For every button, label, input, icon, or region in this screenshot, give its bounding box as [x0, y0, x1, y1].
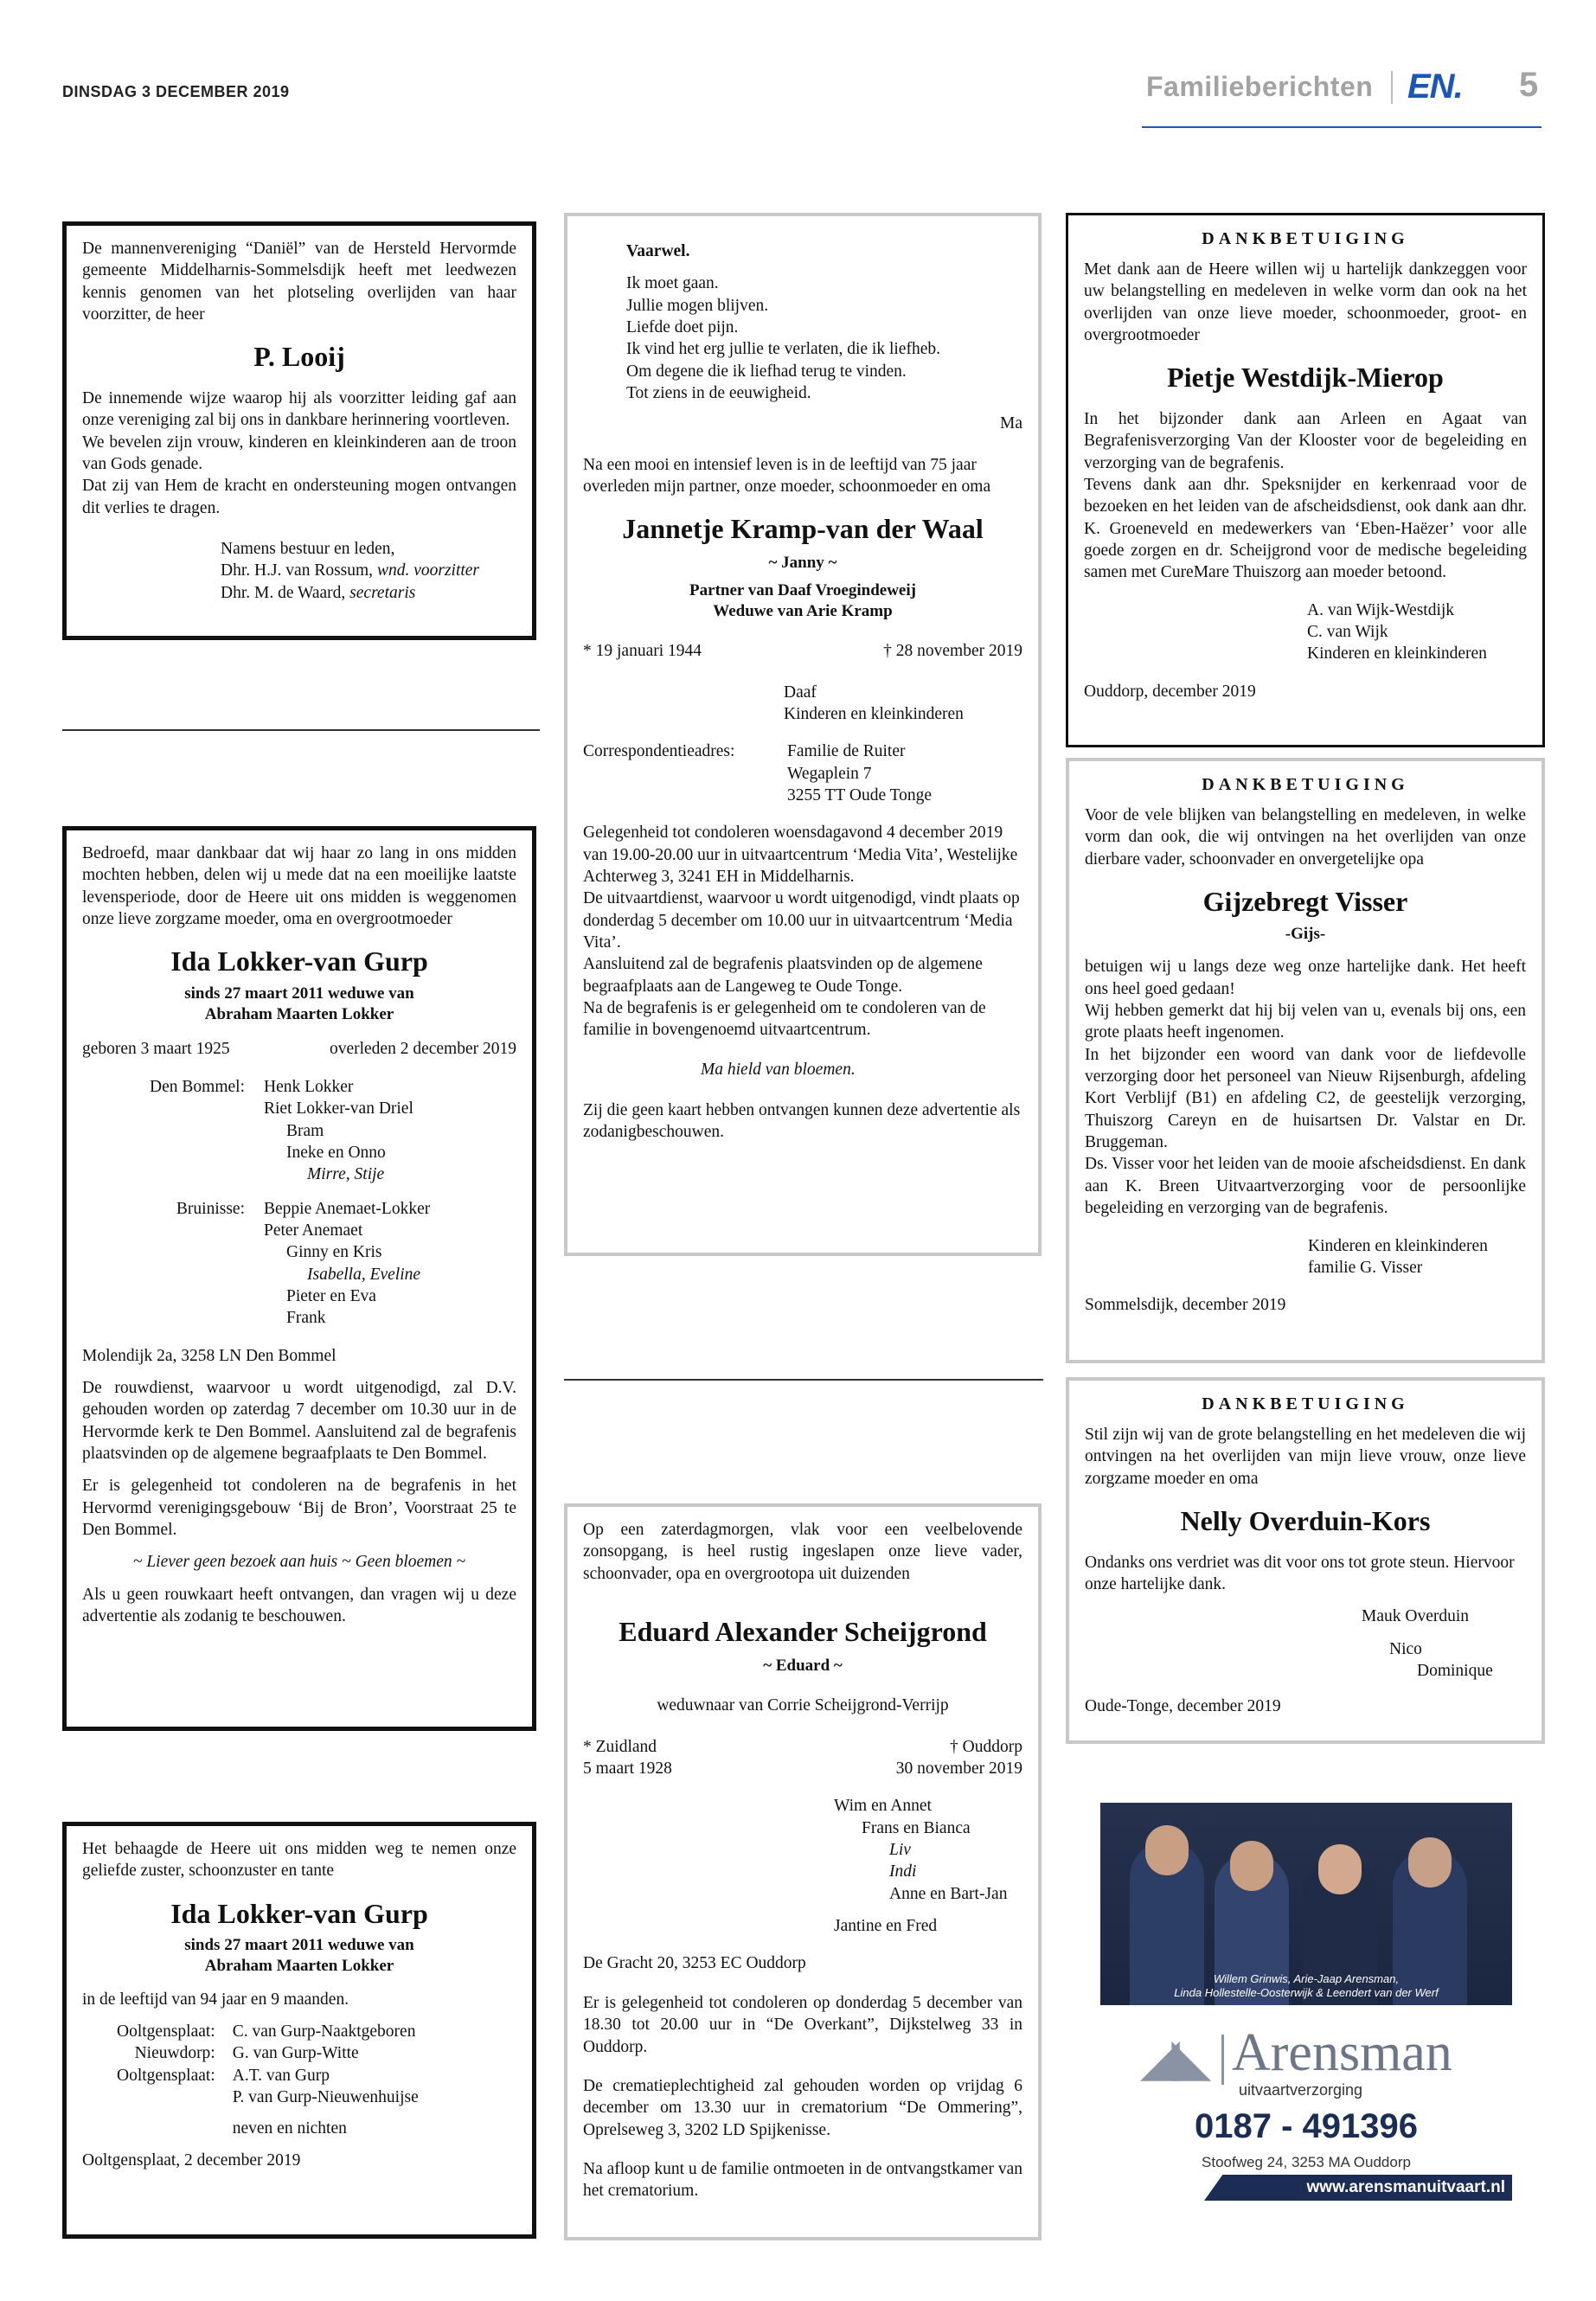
signatory-name: Dhr. M. de Waard,: [221, 583, 346, 602]
notice-scheijgrond: [564, 1503, 1042, 2240]
thanks-heading: DANKBETUIGING: [1202, 229, 1409, 248]
family-member: Bram: [286, 1121, 324, 1140]
family-member: Frans en Bianca: [862, 1818, 971, 1837]
notice-footer: Ooltgensplaat, 2 december 2019: [82, 2150, 301, 2170]
family-member: Henk Lokker: [264, 1077, 354, 1096]
notice-intro: Met dank aan de Heere willen wij u hartelijk dankzeggen voor uw belangstelling en medeleven in welke vorm dan ook na het overlijden van onze lieve moeder, schoonmoeder, groot- en overgrootmoeder: [1084, 260, 1527, 345]
family-member: Ginny en Kris: [286, 1243, 382, 1262]
deceased-name: Gijzebregt Visser: [1202, 886, 1408, 918]
family-members: [264, 1198, 430, 1330]
arensman-ad[interactable]: [1100, 1803, 1512, 2201]
relative-name: neven en nichten: [232, 2118, 347, 2138]
person-face: [1230, 1841, 1273, 1891]
condolence-info: Er is gelegenheid tot condoleren na de begrafenis in het Hervormd verenigingsgebouw ‘Bij de Bron’, Voorstraat 25 te Den Bommel.: [82, 1477, 516, 1539]
family-member: Anne en Bart-Jan: [889, 1884, 1008, 1903]
arensman-logo-icon: ◢◣: [1142, 2030, 1203, 2085]
address-label: Correspondentieadres:: [583, 742, 735, 761]
notice-body: Ds. Visser voor het leiden van de mooie afscheidsdienst. En dank aan K. Breen Uitvaartverzorging voor de persoonlijke begeleiding en verzorging van de begrafenis.: [1085, 1155, 1526, 1218]
birth-date: 5 maart 1928: [583, 1759, 672, 1779]
birth-block: [583, 1736, 672, 1780]
home-address: Molendijk 2a, 3258 LN Den Bommel: [82, 1346, 337, 1365]
ad-address: Stoofweg 24, 3253 MA Ouddorp: [1202, 2154, 1411, 2170]
poem-line: Ik vind het erg jullie te verlaten, die ik liefheb.: [626, 340, 940, 359]
column-divider: [564, 1379, 1043, 1381]
signatory-role: secretaris: [349, 583, 416, 602]
age-line: in de leeftijd van 94 jaar en 9 maanden.: [82, 1990, 349, 2009]
family-member: Jantine en Fred: [834, 1917, 938, 1936]
poem-title: Vaarwel.: [626, 242, 690, 260]
family-place: Den Bommel:: [150, 1077, 245, 1096]
signature-line: Namens bestuur en leden,: [221, 540, 395, 559]
family-member: Ineke en Onno: [286, 1143, 386, 1162]
relative-place: Ooltgensplaat:: [117, 2066, 215, 2085]
after-info: Na afloop kunt u de familie ontmoeten in de ontvangstkamer van het crematorium.: [583, 2159, 1022, 2201]
birth-date: geboren 3 maart 1925: [82, 1040, 230, 1059]
family-place: Bruinisse:: [176, 1199, 245, 1218]
notice-body: Wij hebben gemerkt dat hij bij velen van u, evenals bij ons, een grote plaats heeft ingenomen.: [1085, 1002, 1526, 1042]
signature-line: C. van Wijk: [1307, 623, 1388, 642]
partner-line: Partner van Daaf Vroegindeweij: [689, 580, 916, 599]
notice-footer: Ouddorp, december 2019: [1084, 682, 1256, 701]
cremation-info: De crematieplechtigheid zal gehouden worden op vrijdag 6 december om 13.30 uur in crematorium “De Ommering”, Oprelseweg 3, 3202 LD Spijkenisse.: [583, 2076, 1022, 2139]
signature-line: familie G. Visser: [1308, 1258, 1423, 1277]
relative-name: G. van Gurp-Witte: [232, 2044, 359, 2063]
card-note: Zij die geen kaart hebben ontvangen kunnen deze advertentie als zodanigbeschouwen.: [583, 1101, 1021, 1142]
notice-body: Dat zij van Hem de kracht en ondersteuning mogen ontvangen dit verlies te dragen.: [82, 477, 516, 517]
column-divider: [62, 729, 540, 731]
family-members: [264, 1076, 413, 1186]
relatives-list: [82, 2021, 516, 2139]
poem: [583, 240, 1022, 435]
signature-line: Dominique: [1417, 1662, 1493, 1680]
deceased-name: Pietje Westdijk-Mierop: [1167, 362, 1444, 394]
notice-intro: De mannenvereniging “Daniël” van de Hersteld Hervormde gemeente Middelharnis-Sommelsdijk heeft met leedwezen kennis genomen van het plotseling overlijden van haar voorzitter, de heer: [82, 240, 516, 324]
notice-looij: [62, 221, 536, 640]
signature-block: [1084, 599, 1527, 665]
birth-date: * 19 januari 1944: [583, 642, 702, 661]
nickname: ~ Eduard ~: [763, 1656, 843, 1675]
poem-line: Tot ziens in de eeuwigheid.: [626, 384, 811, 403]
poem-line: Om degene die ik liefhad terug te vinden.: [626, 362, 907, 381]
condolence-info: Er is gelegenheid tot condoleren op donderdag 5 december van 18.30 tot 20.00 uur in “De Overkant”, Dijkstelweg 33 in Ouddorp.: [583, 1993, 1022, 2056]
header-rule: [1142, 126, 1542, 128]
poem-line: Liefde doet pijn.: [626, 318, 739, 337]
home-address: De Gracht 20, 3253 EC Ouddorp: [583, 1954, 806, 1973]
notice-body: In het bijzonder dank aan Arleen en Agaat van Begrafenisverzorging Van der Klooster voor de begeleiding en verzorging van de begrafenis.: [1084, 409, 1527, 472]
notice-lokker-family: [62, 826, 536, 1731]
signatory-role: wnd. voorzitter: [376, 561, 480, 580]
notice-body: De innemende wijze waarop hij als voorzitter leiding gaf aan onze vereniging zal bij ons in dankbare herinnering voortleven.: [82, 388, 516, 430]
signature-line: [221, 560, 516, 581]
nickname: ~ Janny ~: [768, 554, 837, 573]
address-lines: [787, 740, 932, 806]
burial-info: Aansluitend zal de begrafenis plaatsvinden op de algemene begraafplaats aan de Langeweg te Oude Tonge.: [583, 955, 983, 996]
dates-row: [583, 1736, 1022, 1780]
relative-name: P. van Gurp-Nieuwenhuijse: [232, 2088, 419, 2107]
dates-row: [82, 1038, 516, 1060]
notice-intro: Na een mooi en intensief leven is in de leeftijd van 75 jaar overleden mijn partner, onze moeder, schoonmoeder en oma: [583, 455, 991, 497]
card-note: Als u geen rouwkaart heeft ontvangen, dan vragen wij u deze advertentie als zodanig te beschouwen.: [82, 1585, 516, 1626]
family-members: [583, 1795, 1022, 1937]
nickname: -Gijs-: [1285, 924, 1326, 943]
notice-intro: Op een zaterdagmorgen, vlak voor een veelbelovende zonsopgang, is heel rustig ingeslapen onze lieve vader, schoonvader, opa en overgrootopa uit duizenden: [583, 1521, 1022, 1583]
signature-block: [82, 538, 516, 604]
death-block: [896, 1736, 1022, 1780]
signature-line: Nico: [1389, 1639, 1422, 1658]
notice-kramp: [564, 213, 1042, 1256]
notice-overduin: [1066, 1377, 1545, 1744]
family-member: Pieter en Eva: [286, 1286, 376, 1305]
widow-line: Weduwe van Arie Kramp: [713, 601, 893, 620]
team-photo: [1100, 1803, 1512, 2005]
relative-place: Ooltgensplaat:: [117, 2022, 215, 2041]
relative-place: Nieuwdorp:: [134, 2044, 215, 2063]
family-member: Peter Anemaet: [264, 1221, 363, 1240]
death-place: † Ouddorp: [950, 1737, 1022, 1756]
family-member: Riet Lokker-van Driel: [264, 1099, 413, 1118]
logo-divider: [1221, 2035, 1224, 2085]
signatory-name: Dhr. H.J. van Rossum,: [221, 561, 374, 580]
brand-tagline: uitvaartverzorging: [1239, 2081, 1363, 2099]
widower-line: weduwnaar van Corrie Scheijgrond-Verrijp: [657, 1696, 949, 1715]
condolence-info: Gelegenheid tot condoleren woensdagavond 4 december 2019 van 19.00-20.00 uur in uitvaartcentrum ‘Media Vita’, Westelijke Achterweg 3, 3241 EH in Middelharnis.: [583, 824, 1018, 887]
notice-lokker-siblings: [62, 1822, 536, 2239]
notice-footer: Sommelsdijk, december 2019: [1085, 1296, 1286, 1315]
person-face: [1318, 1844, 1362, 1894]
notice-body: We bevelen zijn vrouw, kinderen en kleinkinderen aan de troon van Gods genade.: [82, 433, 516, 473]
page-number: 5: [1519, 66, 1539, 104]
deceased-name: Nelly Overduin-Kors: [1180, 1505, 1431, 1537]
notice-westdijk: [1066, 213, 1545, 747]
notice-body: Ondanks ons verdriet was dit voor ons tot grote steun. Hiervoor onze hartelijke dank.: [1085, 1553, 1515, 1593]
en-logo: EN.: [1407, 67, 1463, 106]
service-info: De uitvaartdienst, waarvoor u wordt uitgenodigd, vindt plaats op donderdag 5 december om 10.00 uur in uitvaartcentrum ‘Media Vita’.: [583, 889, 1020, 952]
family-member: Mirre, Stije: [307, 1165, 385, 1184]
family-member: Beppie Anemaet-Lokker: [264, 1199, 431, 1218]
person-face: [1408, 1837, 1452, 1888]
deceased-name: P. Looij: [253, 341, 345, 373]
thanks-heading: DANKBETUIGING: [1202, 1394, 1409, 1413]
family-block: [583, 682, 1022, 726]
notice-intro: Het behaagde de Heere uit ons midden weg te nemen onze geliefde zuster, schoonzuster en tante: [82, 1840, 516, 1881]
relative-name: C. van Gurp-Naaktgeboren: [232, 2022, 416, 2041]
notice-body: Tevens dank aan dhr. Speksnijder en kerkenraad voor de bezoeken en het leiden van de afscheidsdienst, ook dank aan dhr. K. Groeneveld en medewerkers van ‘Eben-Haëzer’ voor alle goede zorgen en dr. Scheijgrond voor de medische begeleiding samen met CureMare Thuiszorg aan moeder betoond.: [1084, 476, 1527, 582]
thanks-heading: DANKBETUIGING: [1202, 775, 1409, 794]
brand-name: Arensman: [1232, 2023, 1452, 2082]
deceased-name: Ida Lokker-van Gurp: [170, 945, 428, 977]
correspondence-address: [583, 740, 1022, 806]
notice-body: In het bijzonder een woord van dank voor de liefdevolle verzorging door het personeel van Nieuw Rijsenburgh, afdeling Kort Verblijf (B1) en afdeling C2, de geestelijk verzorging, Thuiszorg Careyn en de huisartsen Dr. Valstar en Dr. Bruggeman.: [1085, 1045, 1526, 1152]
signature-block: [1085, 1606, 1526, 1682]
after-info: Na de begrafenis is er gelegenheid om te condoleren van de familie in bovengenoemd uitvaartcentrum.: [583, 999, 986, 1040]
dates-row: [583, 640, 1022, 662]
widow-line: Abraham Maarten Lokker: [204, 1957, 394, 1976]
website-link[interactable]: www.arensmanuitvaart.nl: [1306, 2178, 1505, 2196]
caption-line: Willem Grinwis, Arie-Jaap Arensman,: [1213, 1972, 1400, 1985]
service-info: De rouwdienst, waarvoor u wordt uitgenodigd, zal D.V. gehouden worden op zaterdag 7 december om 10.30 uur in de Hervormde kerk te Den Bommel. Aansluitend zal de begrafenis plaatsvinden op de algemene begraafplaats te Den Bommel.: [82, 1378, 516, 1463]
family-member: Daaf: [784, 683, 817, 702]
person-face: [1145, 1825, 1189, 1875]
widow-line: Abraham Maarten Lokker: [204, 1004, 394, 1023]
death-date: overleden 2 december 2019: [329, 1040, 516, 1059]
section-title: Familieberichten: [1146, 71, 1374, 102]
header-separator: [1391, 71, 1393, 104]
family-member: Indi: [889, 1862, 917, 1881]
signature-line: A. van Wijk-Westdijk: [1307, 600, 1455, 619]
signature-block: [1085, 1235, 1526, 1279]
flowers-note: Ma hield van bloemen.: [701, 1060, 856, 1079]
signature-line: Mauk Overduin: [1362, 1607, 1470, 1626]
signature-line: Kinderen en kleinkinderen: [1307, 644, 1487, 663]
address-line: 3255 TT Oude Tonge: [787, 786, 933, 804]
phone-number[interactable]: 0187 - 491396: [1194, 2107, 1418, 2145]
family-member: Frank: [286, 1309, 326, 1328]
relative-name: A.T. van Gurp: [232, 2066, 330, 2085]
family-group: [82, 1076, 516, 1186]
signature-line: Kinderen en kleinkinderen: [1308, 1236, 1488, 1255]
notice-intro: Voor de vele blijken van belangstelling en medeleven, in welke vorm dan ook, die wij ontvingen na het overlijden van onze dierbare vader, schoonvader en onvergetelijke opa: [1085, 806, 1526, 868]
death-date: 30 november 2019: [895, 1759, 1022, 1779]
poem-line: Jullie mogen blijven.: [626, 296, 769, 315]
signature-line: [221, 582, 516, 604]
address-line: Wegaplein 7: [787, 764, 872, 783]
deceased-name: Ida Lokker-van Gurp: [170, 1897, 428, 1929]
family-member: Isabella, Eveline: [307, 1265, 421, 1284]
flowers-note: ~ Liever geen bezoek aan huis ~ Geen bloemen ~: [132, 1553, 466, 1572]
notice-footer: Oude-Tonge, december 2019: [1085, 1697, 1281, 1716]
family-member: Wim en Annet: [834, 1797, 932, 1816]
poem-line: Ik moet gaan.: [626, 274, 719, 293]
death-date: † 28 november 2019: [883, 642, 1022, 661]
widow-line: sinds 27 maart 2011 weduwe van: [184, 984, 414, 1003]
notice-visser: [1066, 758, 1545, 1363]
family-member: Kinderen en kleinkinderen: [784, 704, 964, 723]
photo-caption: [1100, 1972, 1512, 2001]
family-group: [82, 1198, 516, 1330]
notice-intro: Bedroefd, maar dankbaar dat wij haar zo lang in ons midden mochten hebben, delen wij u mede dat na een moeilijke laatste levensperiode, door de Heere uit ons midden is weggenomen onze lieve zorgzame moeder, oma en overgrootmoeder: [82, 844, 516, 929]
birth-place: * Zuidland: [583, 1737, 657, 1756]
widow-line: sinds 27 maart 2011 weduwe van: [184, 1936, 414, 1955]
caption-line: Linda Hollestelle-Oosterwijk & Leendert van der Werf: [1174, 1986, 1439, 2000]
poem-signature: Ma: [1000, 414, 1022, 433]
header-date: DINSDAG 3 DECEMBER 2019: [62, 83, 290, 100]
notice-body: betuigen wij u langs deze weg onze hartelijke dank. Het heeft ons heel goed gedaan!: [1085, 958, 1526, 998]
family-member: Liv: [889, 1841, 911, 1860]
notice-intro: Stil zijn wij van de grote belangstelling en het medeleven die wij ontvingen na het overlijden van mijn lieve vrouw, onze lieve zorgzame moeder en oma: [1085, 1426, 1526, 1488]
deceased-name: Eduard Alexander Scheijgrond: [619, 1616, 987, 1648]
address-line: Familie de Ruiter: [787, 742, 906, 761]
deceased-name: Jannetje Kramp-van der Waal: [622, 513, 984, 545]
